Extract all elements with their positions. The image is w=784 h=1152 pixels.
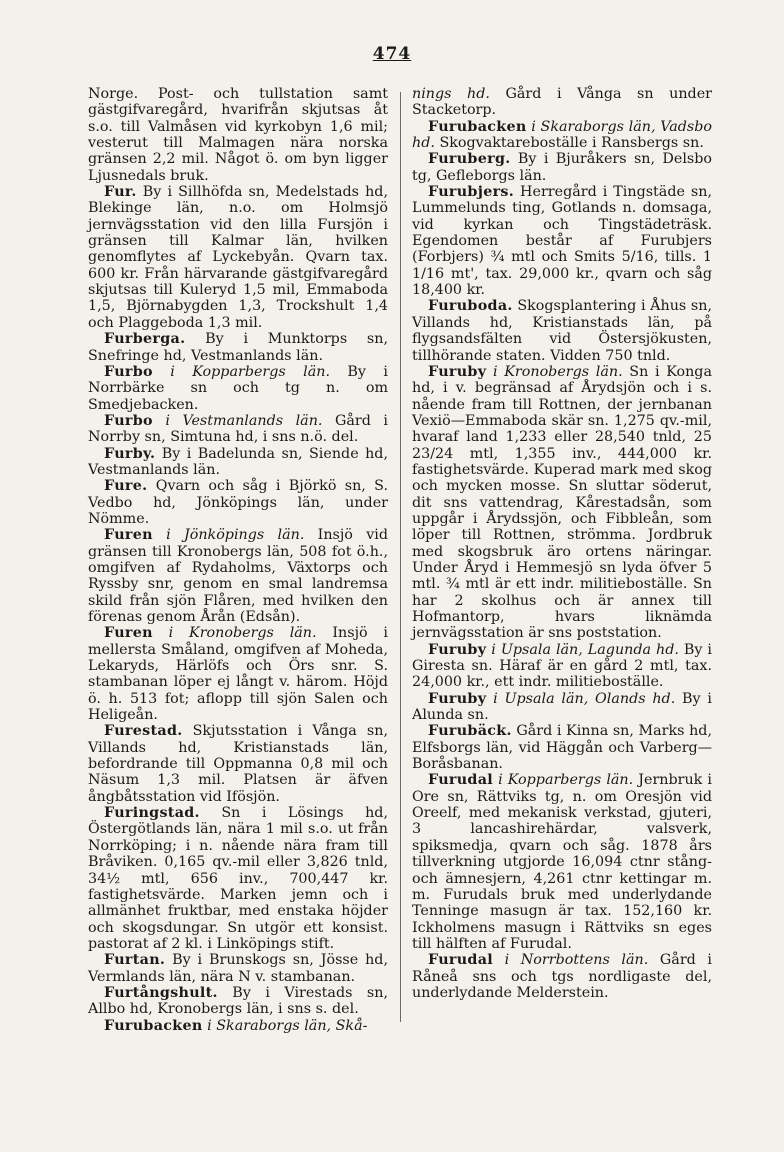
entry: Fure. Qvarn och såg i Björkö sn, S. Vedbo hd, Jönköpings län, under Nömme. <box>88 478 388 527</box>
entry: Furberga. By i Munktorps sn, Snefringe hd, Vestmanlands län. <box>88 331 388 364</box>
entry: Norge. Post- och tullstation samt gästgifvaregård, hvarifrån skjutsas åt s.o. till Valmåsen vid kyrkobyn 1,6 mil; vesterut till Malmagen nära norska gränsen 2,2 mil. Något ö. om byn ligger Ljusnedals bruk. <box>88 86 388 184</box>
right-column <box>412 86 712 1001</box>
entry: Furubjers. Herregård i Tingstäde sn, Lummelunds ting, Gotlands n. domsaga, vid kyrkan och Tingstädeträsk. Egendomen består af Furubjers (Forbjers) ¾ mtl och Smits 5/16, tills. 1 1/16 mt', tax. 29,000 kr., qvarn och såg 18,400 kr. <box>412 184 712 299</box>
entry: Furtångshult. By i Virestads sn, Allbo hd, Kronobergs län, i sns s. del. <box>88 984 388 1018</box>
headword: Fure. <box>104 478 148 495</box>
entry: Furubäck. Gård i Kinna sn, Marks hd, Elfsborgs län, vid Häggån och Varberg—Boråsbanan. <box>412 723 712 773</box>
headword: Furudal <box>428 952 494 969</box>
entry: Furuberg. By i Bjuråkers sn, Delsbo tg, Gefleborgs län. <box>412 151 712 184</box>
headword: Furudal <box>428 772 494 789</box>
headword: Furen <box>104 625 153 642</box>
headword: Furestad. <box>104 723 183 740</box>
headword: Furubäck. <box>428 723 512 740</box>
headword: Furuboda. <box>428 298 513 315</box>
headword: Furuberg. <box>428 151 511 168</box>
entry: Furtan. By i Brunskogs sn, Jösse hd, Vermlands län, nära N v. stambanan. <box>88 952 388 985</box>
entry: Furen i Jönköpings län. Insjö vid gränsen till Kronobergs län, 508 fot ö.h., omgifven af Rydaholms, Växtorps och Ryssby snr, genom en smal landremsa skild från sjön Flåren, med hvilken den förenas genom Årån (Edsån). <box>88 527 388 625</box>
entry: Furuby i Kronobergs län. Sn i Konga hd, i v. begränsad af Årydsjön och i s. nående fram till Rottnen, der jernbanan Vexiö—Emmaboda skär sn. 1,275 qv.-mil, hvaraf land 1,233 eller 28,540 tnld, 25 23/24 mtl, 1,355 inv., 444,000 kr. fastighetsvärde. Kuperad mark med skog och mycken mosse. Sn sluttar söderut, dit sns vattendrag, Kårestadsån, som uppgår i Årydssjön, och Fibbleån, som löper till Rottnen, strömma. Jordbruk med skogsbruk äro ortens näringar. Under Åryd i Hemmesjö sn lyda öfver 5 mtl. ¾ mtl är ett indr. militieboställe. Sn har 2 skolhus och är annex till Hofmantorp, hvars liknämda jernvägsstation är sns poststation. <box>412 363 712 642</box>
entry: Furbo i Kopparbergs län. By i Norrbärke sn och tg n. om Smedjebacken. <box>88 363 388 413</box>
headword: Furby. <box>104 445 156 462</box>
headword: Furubacken <box>428 118 527 135</box>
entry: Furuby i Upsala län, Lagunda hd. By i Giresta sn. Häraf är en gård 2 mtl, tax. 24,000 kr., ett indr. militieboställe. <box>412 641 712 691</box>
left-column <box>88 86 388 1034</box>
headword: Furtångshult. <box>104 984 218 1001</box>
headword: Furbo <box>104 363 153 380</box>
column-divider <box>400 92 401 1022</box>
entry: Furen i Kronobergs län. Insjö i mellersta Småland, omgifven af Moheda, Lekaryds, Härlöfs och Örs snr. S. stambanan löper ej långt v. härom. Höjd ö. h. 513 fot; aflopp till sjön Salen och Heligeån. <box>88 625 388 724</box>
entry: Furudal i Kopparbergs län. Jernbruk i Ore sn, Rättviks tg, n. om Oresjön vid Oreelf, med mekanisk verkstad, gjuteri, 3 lancashirehärdar, valsverk, spiksmedja, qvarn och såg. 1878 års tillverkning utgjorde 16,094 ctnr stång- och ämnesjern, 4,261 ctnr kettingar m. m. Furudals bruk med underlydande Tenninge masugn är tax. 152,160 kr. Ickholmens masugn i Rättviks sn eges till hälften af Furudal. <box>412 772 712 952</box>
entry: Furubacken i Skaraborgs län, Skå- <box>104 1017 368 1034</box>
headword: Fur. <box>104 184 137 201</box>
entry: nings hd. Gård i Vånga sn under Stacketorp. <box>412 86 712 119</box>
headword: Furberga. <box>104 331 186 348</box>
entry: Furubacken i Skaraborgs län, Vadsbo hd. Skogvaktareboställe i Ransbergs sn. <box>412 118 712 152</box>
headword: Furtan. <box>104 952 166 969</box>
page-number: 474 <box>372 44 412 64</box>
entry: Furingstad. Sn i Lösings hd, Östergötlands län, nära 1 mil s.o. ut från Norrköping; i n. nående nära fram till Bråviken. 0,165 qv.-mil eller 3,826 tnld, 34½ mtl, 656 inv., 700,447 kr. fastighetsvärde. Marken jemn och i allmänhet fruktbar, med enstaka höjder och skogsdungar. Sn utgör ett konsist. pastorat af 2 kl. i Linköpings stift. <box>88 805 388 952</box>
headword: Furingstad. <box>104 805 200 822</box>
headword: Furbo <box>104 412 153 429</box>
headword: Furuby <box>428 690 487 707</box>
entry: Fur. By i Sillhöfda sn, Medelstads hd, Blekinge län, n.o. om Holmsjö jernvägsstation vid den lilla Fursjön i gränsen till Kalmar län, hvilken genomflytes af Lyckebyån. Qvarn tax. 600 kr. Från härvarande gästgifvaregård skjutsas till Kuleryd 1,5 mil, Emmaboda 1,5, Björnabygden 1,3, Trockshult 1,4 och Plaggeboda 1,3 mil. <box>88 184 388 331</box>
entry: Furby. By i Badelunda sn, Siende hd, Vestmanlands län. <box>88 445 388 478</box>
headword: Furuby <box>428 641 487 658</box>
entry: Furuby i Upsala län, Olands hd. By i Alunda sn. <box>412 690 712 724</box>
entry: Furestad. Skjutsstation i Vånga sn, Villands hd, Kristianstads län, befordrande till Oppmanna 0,8 mil och Näsum 1,3 mil. Platsen är äfven ångbåtsstation vid Ifösjön. <box>88 723 388 805</box>
entry: Furudal i Norrbottens län. Gård i Råneå sns och tgs nordligaste del, underlydande Melderstein. <box>412 952 712 1001</box>
headword: Furuby <box>428 363 487 380</box>
headword: Furubacken <box>104 1017 203 1034</box>
entry: Furbo i Vestmanlands län. Gård i Norrby sn, Simtuna hd, i sns n.ö. del. <box>88 412 388 446</box>
headword: Furen <box>104 527 153 544</box>
entry: Furuboda. Skogsplantering i Åhus sn, Villands hd, Kristianstads län, på flygsandsfälten vid Östersjökusten, tillhörande staten. Vidden 750 tnld. <box>412 298 712 364</box>
headword: Furubjers. <box>428 184 515 201</box>
